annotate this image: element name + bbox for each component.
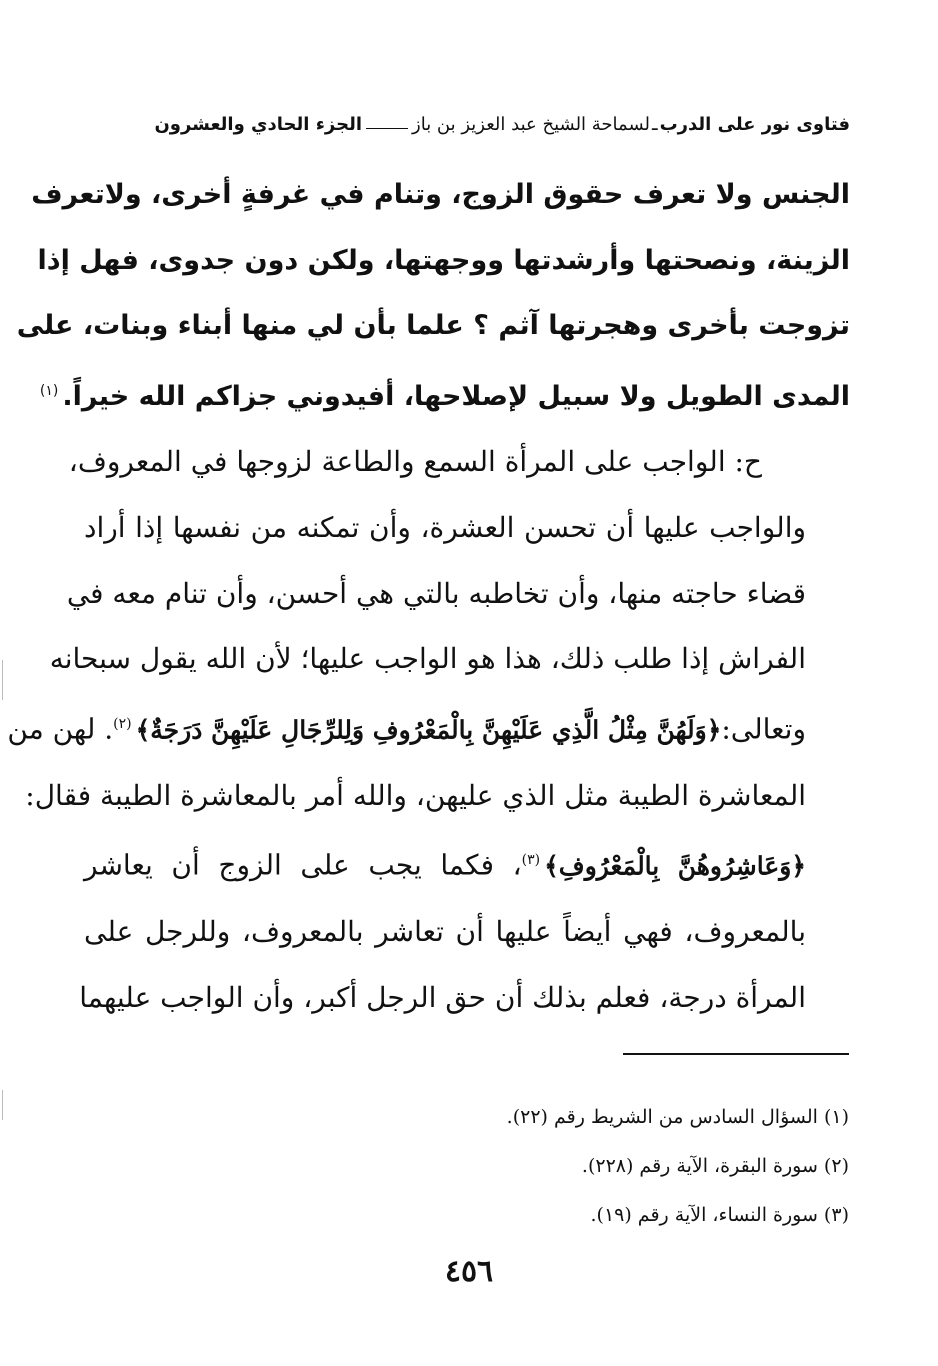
answer-line-6: المعاشرة الطيبة مثل الذي عليهن، والله أمر بالمعاشرة الطيبة فقال: (25, 778, 806, 812)
footnote-ref-1: (١) (39, 382, 59, 399)
footnotes (349, 1093, 849, 1240)
question-paragraph (16, 162, 850, 429)
answer-line-9: المرأة درجة، فعلم بذلك أن حق الرجل أكبر، وأن الواجب عليهما (79, 980, 806, 1014)
answer-line-8: بالمعروف، فهي أيضاً عليها أن تعاشر بالمعروف، وللرجل على (84, 915, 806, 949)
question-line-1: الجنس ولا تعرف حقوق الزوج، وتنام في غرفةٍ أخرى، ولاتعرف (31, 179, 850, 210)
page-number: ٤٥٦ (444, 1254, 494, 1289)
answer-line-5 (7, 692, 850, 763)
scan-edge-mark (2, 660, 3, 700)
footnote-1: (١) السؤال السادس من الشريط رقم (٢٢). (506, 1106, 849, 1128)
question-line-3: تزوجت بأخرى وهجرتها آثم ؟ علما بأن لي منها أبناء وبنات، على (16, 310, 850, 342)
footnote-separator (623, 1053, 849, 1055)
answer-line-4: الفراش إذا طلب ذلك، هذا هو الواجب عليها؛ لأن الله يقول سبحانه (49, 642, 806, 676)
body-text (7, 162, 850, 1030)
answer-line-7 (84, 828, 850, 899)
book-title: فتاوى نور على الدرب (659, 113, 850, 135)
scan-edge-mark (2, 1090, 3, 1120)
header-separator-line (366, 128, 408, 129)
author-line: لسماحة الشيخ عبد العزيز بن باز (412, 113, 650, 135)
answer-line-7-after: ، فكما يجب على الزوج أن يعاشر (84, 848, 522, 882)
answer-line-2: والواجب عليها أن تحسن العشرة، وأن تمكنه من نفسها إذا أراد (84, 510, 806, 544)
quran-verse-2: ﴿وَعَاشِرُوهُنَّ بِالْمَعْرُوفِ﴾ (544, 851, 807, 881)
answer-line-5-after: . لهن من (7, 712, 114, 746)
question-line-4 (39, 359, 850, 430)
answer-paragraph (7, 429, 850, 1030)
question-line-2: الزينة، ونصحتها وأرشدتها ووجهتها، ولكن دون جدوى، فهل إذا (37, 244, 850, 276)
answer-line-1: ح: الواجب على المرأة السمع والطاعة لزوجها في المعروف، (68, 445, 762, 479)
footnote-2: (٢) سورة البقرة، الآية رقم (٢٢٨). (581, 1155, 849, 1177)
footnote-3: (٣) سورة النساء، الآية رقم (١٩). (590, 1204, 849, 1226)
volume-label: الجزء الحادي والعشرون (154, 113, 363, 135)
answer-line-3: قضاء حاجته منها، وأن تخاطبه بالتي هي أحسن، وأن تنام معه في (66, 576, 806, 610)
footnote-ref-2: (٢) (113, 715, 132, 732)
header-dash: ـ (652, 113, 658, 135)
quran-verse-1: ﴿وَلَهُنَّ مِثْلُ الَّذِي عَلَيْهِنَّ بِالْمَعْرُوفِ وَلِلرِّجَالِ عَلَيْهِنَّ دَرَجَةٌ﴾ (135, 715, 722, 745)
footnote-ref-3: (٣) (521, 852, 541, 869)
question-line-4-text: المدى الطويل ولا سبيل لإصلاحها، أفيدوني جزاكم الله خيراً. (62, 380, 850, 412)
answer-line-5-before: وتعالى: (721, 712, 806, 746)
running-header (84, 106, 850, 142)
